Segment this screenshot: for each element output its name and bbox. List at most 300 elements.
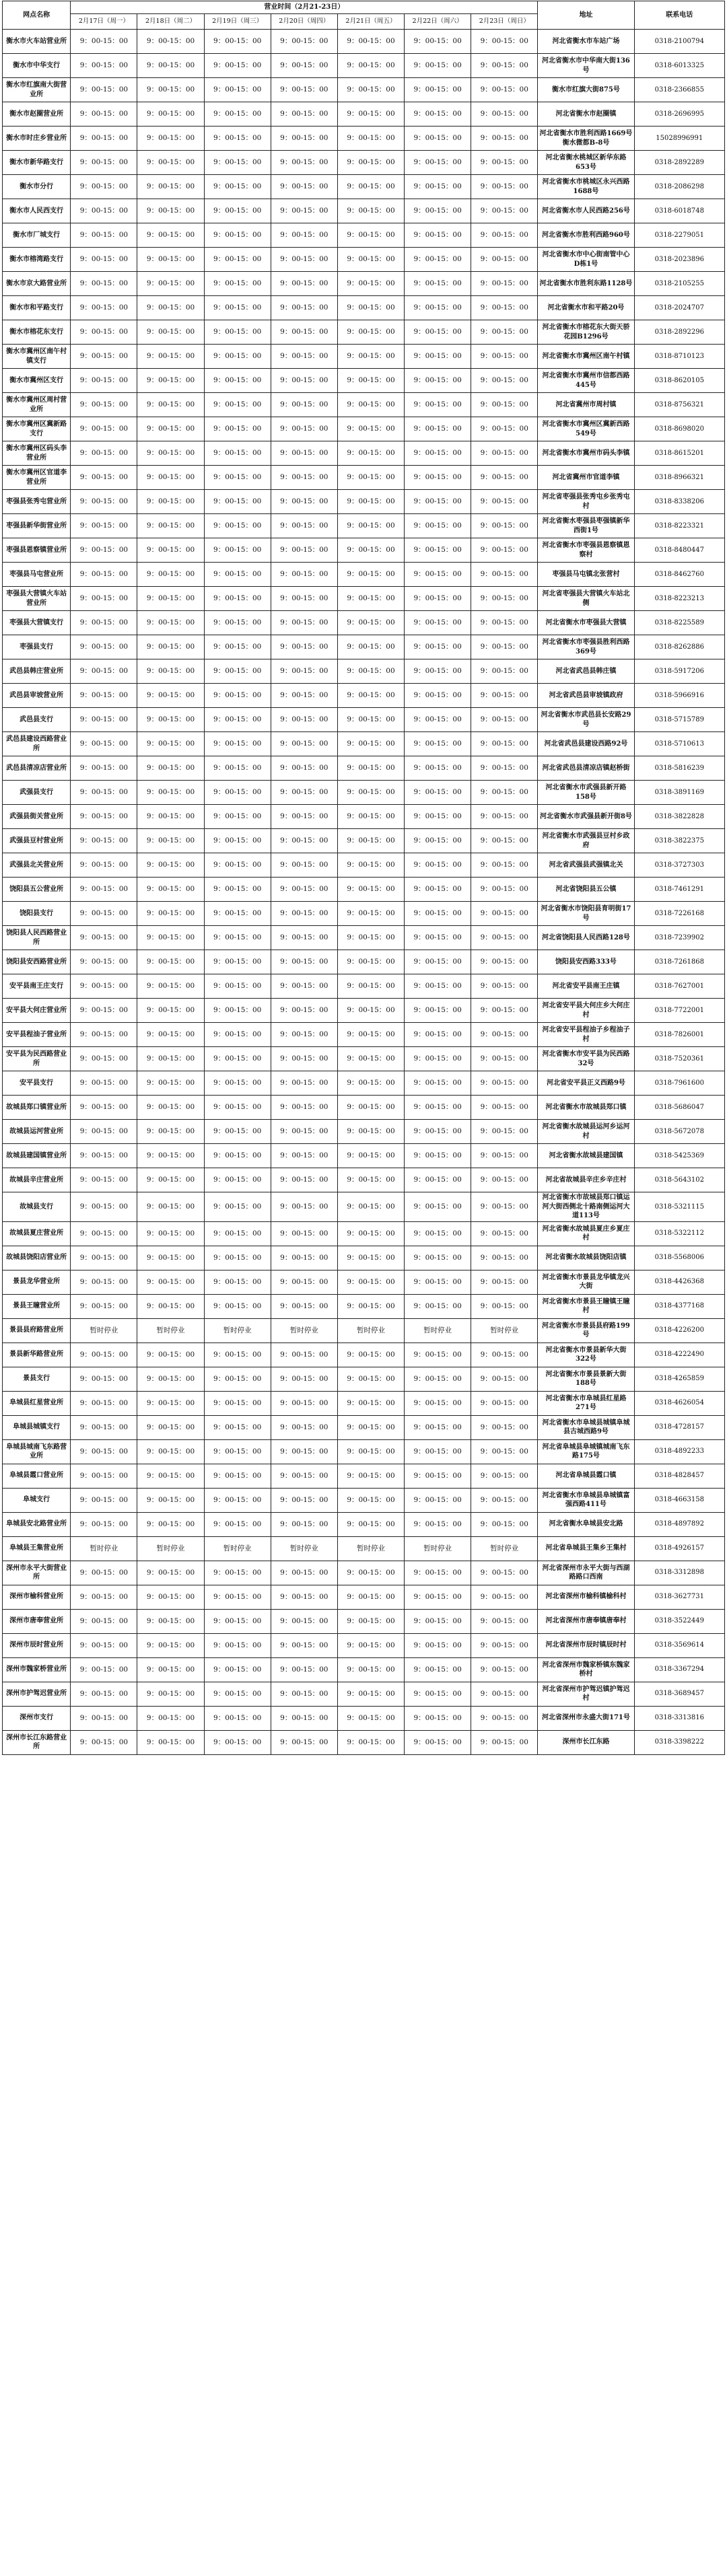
column-header-day: 2月18日（周二）	[137, 14, 204, 30]
phone-cell: 0318-8480447	[634, 538, 724, 563]
table-row	[3, 102, 725, 127]
table-row	[3, 1512, 725, 1536]
hours-cell: 暂时停业	[471, 1318, 538, 1343]
table-row	[3, 417, 725, 441]
hours-cell: 9：00-15：00	[271, 1682, 337, 1706]
hours-cell: 9：00-15：00	[471, 1585, 538, 1609]
hours-cell: 9：00-15：00	[471, 1391, 538, 1415]
phone-cell: 0318-8615201	[634, 441, 724, 466]
address-cell: 饶阳县安西路333号	[538, 950, 634, 974]
hours-cell: 9：00-15：00	[71, 1633, 137, 1657]
branch-name-cell: 故城县运河营业所	[3, 1120, 71, 1144]
table-row	[3, 272, 725, 296]
branch-name-cell: 故城县夏庄营业所	[3, 1221, 71, 1246]
table-row	[3, 781, 725, 805]
column-header-day: 2月19日（周三）	[204, 14, 271, 30]
phone-cell: 0318-3689457	[634, 1682, 724, 1706]
hours-cell: 9：00-15：00	[71, 611, 137, 635]
hours-cell: 9：00-15：00	[137, 514, 204, 538]
hours-cell: 9：00-15：00	[271, 320, 337, 345]
hours-cell: 9：00-15：00	[204, 1706, 271, 1730]
table-row	[3, 345, 725, 369]
hours-cell: 9：00-15：00	[204, 30, 271, 54]
hours-cell: 9：00-15：00	[337, 1246, 404, 1270]
branch-name-cell: 衡水市京大路营业所	[3, 272, 71, 296]
branch-name-cell: 枣强县新华街营业所	[3, 514, 71, 538]
address-cell: 河北省衡水市人民西路256号	[538, 199, 634, 223]
hours-cell: 9：00-15：00	[405, 732, 471, 756]
hours-cell: 9：00-15：00	[71, 708, 137, 732]
hours-cell: 9：00-15：00	[71, 441, 137, 466]
hours-cell: 9：00-15：00	[71, 1609, 137, 1633]
address-cell: 河北省衡水市武强县豆村乡政府	[538, 829, 634, 853]
hours-cell: 9：00-15：00	[271, 1585, 337, 1609]
hours-cell: 9：00-15：00	[137, 102, 204, 127]
address-cell: 河北省安平县正义西路9号	[538, 1071, 634, 1096]
hours-cell: 9：00-15：00	[405, 1464, 471, 1488]
address-cell: 河北省武邑县清凉店镇赵桥街	[538, 756, 634, 781]
hours-cell: 9：00-15：00	[405, 466, 471, 490]
branch-name-cell: 故城县郑口镇营业所	[3, 1096, 71, 1120]
hours-cell: 9：00-15：00	[271, 1071, 337, 1096]
hours-cell: 9：00-15：00	[471, 974, 538, 999]
hours-cell: 9：00-15：00	[271, 659, 337, 684]
hours-cell: 9：00-15：00	[337, 1730, 404, 1754]
hours-cell: 9：00-15：00	[137, 1367, 204, 1391]
hours-cell: 9：00-15：00	[204, 296, 271, 320]
hours-cell: 9：00-15：00	[337, 1096, 404, 1120]
table-row	[3, 78, 725, 102]
address-cell: 河北省衡水桃城区新华东路653号	[538, 151, 634, 175]
hours-cell: 9：00-15：00	[271, 563, 337, 587]
hours-cell: 9：00-15：00	[405, 1246, 471, 1270]
hours-cell: 9：00-15：00	[137, 1633, 204, 1657]
hours-cell: 9：00-15：00	[137, 926, 204, 950]
phone-cell: 0318-4426368	[634, 1270, 724, 1294]
branch-name-cell: 武强县街关营业所	[3, 805, 71, 829]
phone-cell: 0318-8262886	[634, 635, 724, 659]
address-cell: 河北省深州市唐奉镇唐奉村	[538, 1609, 634, 1633]
hours-cell: 暂时停业	[71, 1318, 137, 1343]
hours-cell: 9：00-15：00	[204, 127, 271, 151]
address-cell: 河北省衡水市中华南大街136号	[538, 54, 634, 78]
hours-cell: 9：00-15：00	[337, 635, 404, 659]
phone-cell: 0318-6018748	[634, 199, 724, 223]
hours-cell: 9：00-15：00	[204, 563, 271, 587]
hours-cell: 9：00-15：00	[337, 296, 404, 320]
address-cell: 河北省枣强县张秀屯乡张秀屯村	[538, 490, 634, 514]
hours-cell: 9：00-15：00	[471, 950, 538, 974]
phone-cell: 0318-4265859	[634, 1367, 724, 1391]
branch-name-cell: 枣强县大营镇火车站营业所	[3, 587, 71, 611]
hours-cell: 9：00-15：00	[71, 805, 137, 829]
hours-cell: 9：00-15：00	[71, 151, 137, 175]
hours-cell: 9：00-15：00	[405, 54, 471, 78]
hours-cell: 9：00-15：00	[204, 611, 271, 635]
hours-cell: 9：00-15：00	[337, 490, 404, 514]
phone-cell: 0318-6013325	[634, 54, 724, 78]
hours-cell: 9：00-15：00	[137, 587, 204, 611]
hours-cell: 9：00-15：00	[271, 1415, 337, 1439]
hours-cell: 9：00-15：00	[204, 1682, 271, 1706]
table-row	[3, 490, 725, 514]
hours-cell: 9：00-15：00	[471, 1144, 538, 1168]
hours-cell: 9：00-15：00	[137, 538, 204, 563]
hours-cell: 9：00-15：00	[71, 732, 137, 756]
hours-cell: 9：00-15：00	[71, 635, 137, 659]
hours-cell: 9：00-15：00	[471, 1221, 538, 1246]
hours-cell: 9：00-15：00	[204, 1343, 271, 1367]
hours-cell: 9：00-15：00	[71, 272, 137, 296]
hours-cell: 9：00-15：00	[271, 30, 337, 54]
hours-cell: 9：00-15：00	[71, 1367, 137, 1391]
hours-cell: 9：00-15：00	[405, 805, 471, 829]
hours-cell: 9：00-15：00	[71, 902, 137, 926]
hours-cell: 9：00-15：00	[271, 54, 337, 78]
hours-cell: 9：00-15：00	[71, 974, 137, 999]
hours-cell: 9：00-15：00	[71, 1512, 137, 1536]
table-row	[3, 223, 725, 248]
hours-cell: 9：00-15：00	[405, 441, 471, 466]
hours-cell: 9：00-15：00	[471, 1730, 538, 1754]
hours-cell: 9：00-15：00	[204, 756, 271, 781]
hours-cell: 9：00-15：00	[337, 1144, 404, 1168]
hours-cell: 9：00-15：00	[337, 1120, 404, 1144]
hours-cell: 9：00-15：00	[271, 1730, 337, 1754]
phone-cell: 0318-2024707	[634, 296, 724, 320]
hours-cell: 9：00-15：00	[71, 248, 137, 272]
table-header	[3, 1, 725, 30]
hours-cell: 9：00-15：00	[471, 175, 538, 199]
hours-cell: 9：00-15：00	[204, 345, 271, 369]
hours-cell: 9：00-15：00	[471, 684, 538, 708]
hours-cell: 9：00-15：00	[471, 708, 538, 732]
branch-name-cell: 深州市榆科营业所	[3, 1585, 71, 1609]
table-row	[3, 320, 725, 345]
address-cell: 河北省深州市魏家桥镇东魏家桥村	[538, 1657, 634, 1682]
hours-cell: 9：00-15：00	[337, 1706, 404, 1730]
phone-cell: 0318-7239902	[634, 926, 724, 950]
branch-name-cell: 安平县大何庄营业所	[3, 999, 71, 1023]
hours-cell: 9：00-15：00	[204, 781, 271, 805]
address-cell: 河北省衡水市武强县新开街8号	[538, 805, 634, 829]
hours-cell: 9：00-15：00	[471, 1246, 538, 1270]
table-row	[3, 1609, 725, 1633]
hours-cell: 9：00-15：00	[405, 345, 471, 369]
hours-cell: 9：00-15：00	[337, 1168, 404, 1192]
branch-name-cell: 武邑县审坡营业所	[3, 684, 71, 708]
hours-cell: 9：00-15：00	[137, 1512, 204, 1536]
hours-cell: 9：00-15：00	[471, 781, 538, 805]
hours-cell: 9：00-15：00	[405, 587, 471, 611]
hours-cell: 9：00-15：00	[405, 490, 471, 514]
table-row	[3, 829, 725, 853]
hours-cell: 9：00-15：00	[271, 1192, 337, 1222]
branch-name-cell: 衡水市中华支行	[3, 54, 71, 78]
table-row	[3, 393, 725, 417]
phone-cell: 0318-8225589	[634, 611, 724, 635]
hours-cell: 9：00-15：00	[405, 1270, 471, 1294]
hours-cell: 9：00-15：00	[137, 1343, 204, 1367]
hours-cell: 9：00-15：00	[405, 1023, 471, 1047]
table-row	[3, 1168, 725, 1192]
hours-cell: 9：00-15：00	[271, 635, 337, 659]
hours-cell: 9：00-15：00	[271, 1367, 337, 1391]
address-cell: 河北省衡水市榕花东大街天骄花园B1296号	[538, 320, 634, 345]
hours-cell: 9：00-15：00	[405, 1730, 471, 1754]
table-row	[3, 950, 725, 974]
hours-cell: 9：00-15：00	[337, 1367, 404, 1391]
hours-cell: 9：00-15：00	[71, 30, 137, 54]
address-cell: 衡水市红旗大街875号	[538, 78, 634, 102]
table-row	[3, 974, 725, 999]
hours-cell: 9：00-15：00	[471, 902, 538, 926]
phone-cell: 0318-8710123	[634, 345, 724, 369]
address-cell: 河北省衡水市冀州市信都西路445号	[538, 369, 634, 393]
address-cell: 河北省阜城县王集乡王集村	[538, 1536, 634, 1561]
hours-cell: 9：00-15：00	[405, 272, 471, 296]
hours-cell: 9：00-15：00	[71, 1023, 137, 1047]
hours-cell: 9：00-15：00	[71, 853, 137, 878]
hours-cell: 9：00-15：00	[137, 369, 204, 393]
hours-cell: 9：00-15：00	[405, 151, 471, 175]
hours-cell: 9：00-15：00	[204, 223, 271, 248]
address-cell: 河北省衡水市阜城县红星路271号	[538, 1391, 634, 1415]
hours-cell: 9：00-15：00	[71, 466, 137, 490]
hours-cell: 9：00-15：00	[204, 732, 271, 756]
hours-cell: 9：00-15：00	[471, 1415, 538, 1439]
hours-cell: 9：00-15：00	[137, 1270, 204, 1294]
hours-cell: 9：00-15：00	[405, 1221, 471, 1246]
hours-cell: 9：00-15：00	[405, 1343, 471, 1367]
hours-cell: 9：00-15：00	[204, 1144, 271, 1168]
hours-cell: 9：00-15：00	[204, 926, 271, 950]
hours-cell: 9：00-15：00	[71, 514, 137, 538]
column-header-day: 2月17日（周一）	[71, 14, 137, 30]
hours-cell: 9：00-15：00	[471, 272, 538, 296]
hours-cell: 9：00-15：00	[271, 175, 337, 199]
hours-cell: 9：00-15：00	[204, 1294, 271, 1318]
hours-cell: 9：00-15：00	[137, 223, 204, 248]
hours-cell: 9：00-15：00	[471, 1633, 538, 1657]
hours-cell: 9：00-15：00	[204, 1609, 271, 1633]
hours-cell: 暂时停业	[204, 1536, 271, 1561]
address-cell: 河北省衡水枣强县枣强镇新华西街1号	[538, 514, 634, 538]
hours-cell: 9：00-15：00	[405, 950, 471, 974]
hours-cell: 9：00-15：00	[71, 756, 137, 781]
phone-cell: 0318-4728157	[634, 1415, 724, 1439]
hours-cell: 9：00-15：00	[471, 926, 538, 950]
hours-cell: 9：00-15：00	[271, 78, 337, 102]
branch-name-cell: 安平县为民西路营业所	[3, 1047, 71, 1071]
hours-cell: 9：00-15：00	[405, 514, 471, 538]
hours-cell: 9：00-15：00	[405, 223, 471, 248]
address-cell: 河北省武强县武强镇北关	[538, 853, 634, 878]
table-row	[3, 1561, 725, 1585]
hours-cell: 9：00-15：00	[137, 708, 204, 732]
branch-name-cell: 阜城县城南飞东路营业所	[3, 1439, 71, 1464]
phone-cell: 0318-5816239	[634, 756, 724, 781]
table-row	[3, 54, 725, 78]
hours-cell: 9：00-15：00	[137, 1096, 204, 1120]
address-cell: 河北省衡水故城县饶阳店镇	[538, 1246, 634, 1270]
branch-name-cell: 故城县辛庄营业所	[3, 1168, 71, 1192]
hours-cell: 9：00-15：00	[271, 223, 337, 248]
hours-cell: 9：00-15：00	[204, 1730, 271, 1754]
hours-cell: 9：00-15：00	[204, 54, 271, 78]
hours-cell: 9：00-15：00	[405, 781, 471, 805]
hours-cell: 9：00-15：00	[137, 999, 204, 1023]
branch-name-cell: 深州市魏家桥营业所	[3, 1657, 71, 1682]
phone-cell: 0318-2892296	[634, 320, 724, 345]
branch-name-cell: 衡水市分行	[3, 175, 71, 199]
table-row	[3, 1439, 725, 1464]
table-row	[3, 1120, 725, 1144]
hours-cell: 9：00-15：00	[471, 1439, 538, 1464]
hours-cell: 9：00-15：00	[337, 1391, 404, 1415]
address-cell: 河北省衡水市胜利西路960号	[538, 223, 634, 248]
hours-cell: 9：00-15：00	[405, 1096, 471, 1120]
hours-cell: 9：00-15：00	[204, 102, 271, 127]
table-row	[3, 296, 725, 320]
hours-cell: 9：00-15：00	[204, 441, 271, 466]
hours-cell: 9：00-15：00	[337, 587, 404, 611]
phone-cell: 0318-8223213	[634, 587, 724, 611]
hours-cell: 9：00-15：00	[204, 805, 271, 829]
hours-cell: 9：00-15：00	[204, 466, 271, 490]
hours-cell: 9：00-15：00	[204, 320, 271, 345]
hours-cell: 9：00-15：00	[271, 514, 337, 538]
address-cell: 河北省武邑县韩庄镇	[538, 659, 634, 684]
hours-cell: 9：00-15：00	[204, 1488, 271, 1512]
hours-cell: 9：00-15：00	[137, 1023, 204, 1047]
hours-cell: 9：00-15：00	[71, 490, 137, 514]
hours-cell: 9：00-15：00	[204, 974, 271, 999]
phone-cell: 0318-3313816	[634, 1706, 724, 1730]
hours-cell: 9：00-15：00	[471, 1706, 538, 1730]
table-row	[3, 1221, 725, 1246]
branch-name-cell: 衡水市厂城支行	[3, 223, 71, 248]
branch-name-cell: 衡水市火车站营业所	[3, 30, 71, 54]
hours-cell: 9：00-15：00	[337, 1270, 404, 1294]
branch-name-cell: 枣强县张秀屯营业所	[3, 490, 71, 514]
branch-name-cell: 衡水市冀州区冀新路支行	[3, 417, 71, 441]
hours-cell: 9：00-15：00	[204, 514, 271, 538]
hours-cell: 9：00-15：00	[337, 1464, 404, 1488]
hours-cell: 9：00-15：00	[137, 853, 204, 878]
hours-cell: 9：00-15：00	[337, 1512, 404, 1536]
phone-cell: 0318-8966321	[634, 466, 724, 490]
hours-cell: 9：00-15：00	[405, 102, 471, 127]
hours-cell: 9：00-15：00	[71, 587, 137, 611]
hours-cell: 9：00-15：00	[137, 248, 204, 272]
hours-cell: 9：00-15：00	[271, 587, 337, 611]
table-row	[3, 805, 725, 829]
hours-cell: 9：00-15：00	[337, 175, 404, 199]
hours-cell: 9：00-15：00	[204, 272, 271, 296]
hours-cell: 9：00-15：00	[471, 805, 538, 829]
hours-cell: 9：00-15：00	[471, 441, 538, 466]
hours-cell: 9：00-15：00	[271, 950, 337, 974]
hours-cell: 9：00-15：00	[71, 345, 137, 369]
table-row	[3, 1071, 725, 1096]
hours-cell: 9：00-15：00	[337, 974, 404, 999]
hours-cell: 9：00-15：00	[471, 878, 538, 902]
hours-cell: 暂时停业	[137, 1318, 204, 1343]
hours-cell: 9：00-15：00	[405, 1439, 471, 1464]
address-cell: 河北省衡水故城县运河乡运河村	[538, 1120, 634, 1144]
branch-name-cell: 深州市支行	[3, 1706, 71, 1730]
address-cell: 河北省衡水市景县王瞳镇王瞳村	[538, 1294, 634, 1318]
phone-cell: 0318-7261868	[634, 950, 724, 974]
phone-cell: 0318-3822375	[634, 829, 724, 853]
phone-cell: 0318-4626054	[634, 1391, 724, 1415]
hours-cell: 9：00-15：00	[405, 1047, 471, 1071]
phone-cell: 0318-5710613	[634, 732, 724, 756]
branch-name-cell: 武邑县韩庄营业所	[3, 659, 71, 684]
hours-cell: 9：00-15：00	[137, 1609, 204, 1633]
branch-name-cell: 饶阳县安西路营业所	[3, 950, 71, 974]
hours-cell: 9：00-15：00	[271, 902, 337, 926]
hours-cell: 9：00-15：00	[137, 272, 204, 296]
address-cell: 河北省衡水市故城县郑口镇运河大街西侧北十路南侧运河大道113号	[538, 1192, 634, 1222]
hours-cell: 9：00-15：00	[204, 878, 271, 902]
hours-cell: 9：00-15：00	[337, 684, 404, 708]
hours-cell: 9：00-15：00	[137, 441, 204, 466]
hours-cell: 9：00-15：00	[71, 1144, 137, 1168]
hours-cell: 9：00-15：00	[337, 393, 404, 417]
hours-cell: 9：00-15：00	[405, 417, 471, 441]
hours-cell: 9：00-15：00	[137, 1246, 204, 1270]
table-row	[3, 1730, 725, 1754]
hours-cell: 9：00-15：00	[405, 538, 471, 563]
branch-name-cell: 饶阳县支行	[3, 902, 71, 926]
hours-cell: 9：00-15：00	[271, 272, 337, 296]
hours-cell: 9：00-15：00	[471, 756, 538, 781]
hours-cell: 9：00-15：00	[71, 102, 137, 127]
phone-cell: 0318-4377168	[634, 1294, 724, 1318]
hours-cell: 9：00-15：00	[405, 974, 471, 999]
hours-cell: 9：00-15：00	[405, 1561, 471, 1585]
hours-cell: 9：00-15：00	[71, 1488, 137, 1512]
table-row	[3, 1023, 725, 1047]
hours-cell: 9：00-15：00	[405, 684, 471, 708]
hours-cell: 9：00-15：00	[405, 1488, 471, 1512]
hours-cell: 9：00-15：00	[471, 151, 538, 175]
hours-cell: 9：00-15：00	[471, 514, 538, 538]
address-cell: 河北省衡水市景县新华大街322号	[538, 1343, 634, 1367]
hours-cell: 9：00-15：00	[337, 708, 404, 732]
hours-cell: 9：00-15：00	[71, 563, 137, 587]
phone-cell: 0318-7722001	[634, 999, 724, 1023]
address-cell: 深州市长江东路	[538, 1730, 634, 1754]
hours-cell: 9：00-15：00	[471, 1168, 538, 1192]
branch-hours-table	[2, 1, 725, 1755]
hours-cell: 9：00-15：00	[71, 393, 137, 417]
hours-cell: 9：00-15：00	[71, 127, 137, 151]
hours-cell: 9：00-15：00	[405, 1609, 471, 1633]
hours-cell: 9：00-15：00	[405, 248, 471, 272]
hours-cell: 9：00-15：00	[405, 1294, 471, 1318]
hours-cell: 9：00-15：00	[137, 684, 204, 708]
address-cell: 河北省深州市榆科镇榆科村	[538, 1585, 634, 1609]
phone-cell: 0318-2366855	[634, 78, 724, 102]
hours-cell: 9：00-15：00	[471, 1071, 538, 1096]
hours-cell: 9：00-15：00	[337, 1221, 404, 1246]
address-cell: 枣强县马屯镇北张营村	[538, 563, 634, 587]
hours-cell: 9：00-15：00	[337, 1343, 404, 1367]
hours-cell: 9：00-15：00	[337, 127, 404, 151]
